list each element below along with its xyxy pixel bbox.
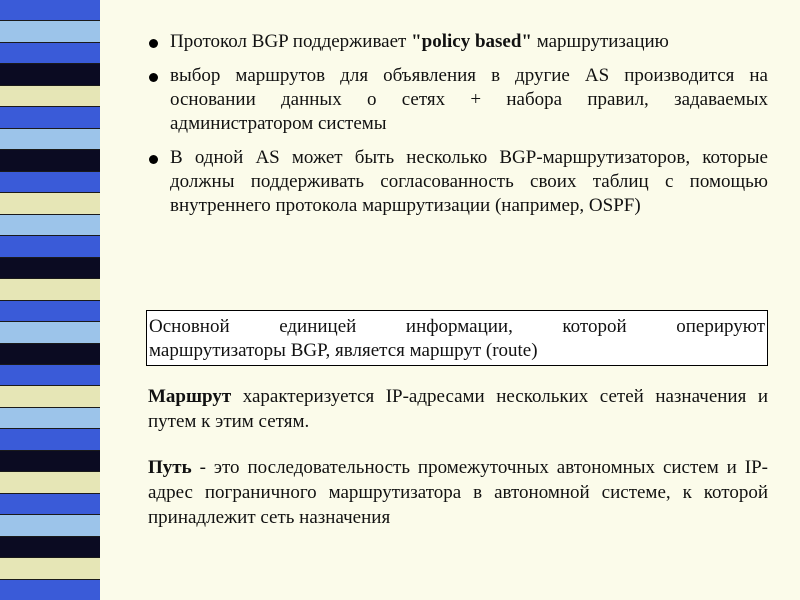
- stripe-segment: [0, 472, 100, 493]
- stripe-segment: [0, 129, 100, 150]
- path-definition: [148, 455, 768, 530]
- boxed-note-line1: Основной единицей информации, которой оперируют: [149, 316, 765, 337]
- stripe-segment: [0, 365, 100, 386]
- stripe-segment: [0, 258, 100, 279]
- bullet-text-after: маршрутизацию: [531, 31, 669, 52]
- boxed-note: [146, 310, 768, 366]
- bullet-dot-icon: [149, 155, 158, 164]
- stripe-segment: [0, 107, 100, 128]
- bullet-dot-icon: [149, 39, 158, 48]
- bullet-text: выбор маршрутов для объявления в другие AS производится на основании данных о сетях + набора правил, задаваемых администратором системы: [170, 65, 768, 134]
- route-definition-text: характеризуется IP-адресами нескольких сетей назначения и путем к этим сетям.: [148, 386, 768, 432]
- stripe-segment: [0, 429, 100, 450]
- stripe-segment: [0, 494, 100, 515]
- stripe-segment: [0, 515, 100, 536]
- bullet-list: [146, 30, 768, 218]
- stripe-segment: [0, 193, 100, 214]
- bullet-bold-term: "policy based": [411, 31, 532, 52]
- bullet-section: [146, 30, 768, 228]
- stripe-segment: [0, 215, 100, 236]
- stripe-segment: [0, 150, 100, 171]
- stripe-segment: [0, 301, 100, 322]
- bullet-text-before: Протокол BGP поддерживает: [170, 31, 412, 52]
- bullet-text: В одной AS может быть несколько BGP-маршрутизаторов, которые должны поддерживать согласованность своих таблиц с помощью внутреннего протокола маршрутизации (например, OSPF): [170, 147, 768, 216]
- boxed-note-line2: маршрутизаторы BGP, является маршрут (route): [149, 340, 538, 361]
- stripe-segment: [0, 21, 100, 42]
- stripe-segment: [0, 236, 100, 257]
- stripe-segment: [0, 172, 100, 193]
- stripe-segment: [0, 408, 100, 429]
- stripe-segment: [0, 580, 100, 600]
- stripe-segment: [0, 0, 100, 21]
- stripe-segment: [0, 344, 100, 365]
- stripe-segment: [0, 537, 100, 558]
- stripe-segment: [0, 386, 100, 407]
- stripe-segment: [0, 451, 100, 472]
- stripe-segment: [0, 322, 100, 343]
- path-term: Путь: [148, 457, 192, 478]
- bullet-item-multiple-routers: [146, 146, 768, 218]
- stripe-segment: [0, 43, 100, 64]
- route-definition: [148, 384, 768, 434]
- decorative-stripe-bar: [0, 0, 100, 600]
- stripe-segment: [0, 558, 100, 579]
- stripe-segment: [0, 279, 100, 300]
- route-term: Маршрут: [148, 386, 232, 407]
- bullet-item-route-selection: [146, 64, 768, 136]
- bullet-item-policy: [146, 30, 768, 54]
- bullet-dot-icon: [149, 73, 158, 82]
- path-definition-text: - это последовательность промежуточных автономных систем и IP-адрес пограничного маршрутизатора в автономной системе, к которой принадлежит сеть назначения: [148, 457, 768, 528]
- stripe-segment: [0, 86, 100, 107]
- stripe-segment: [0, 64, 100, 85]
